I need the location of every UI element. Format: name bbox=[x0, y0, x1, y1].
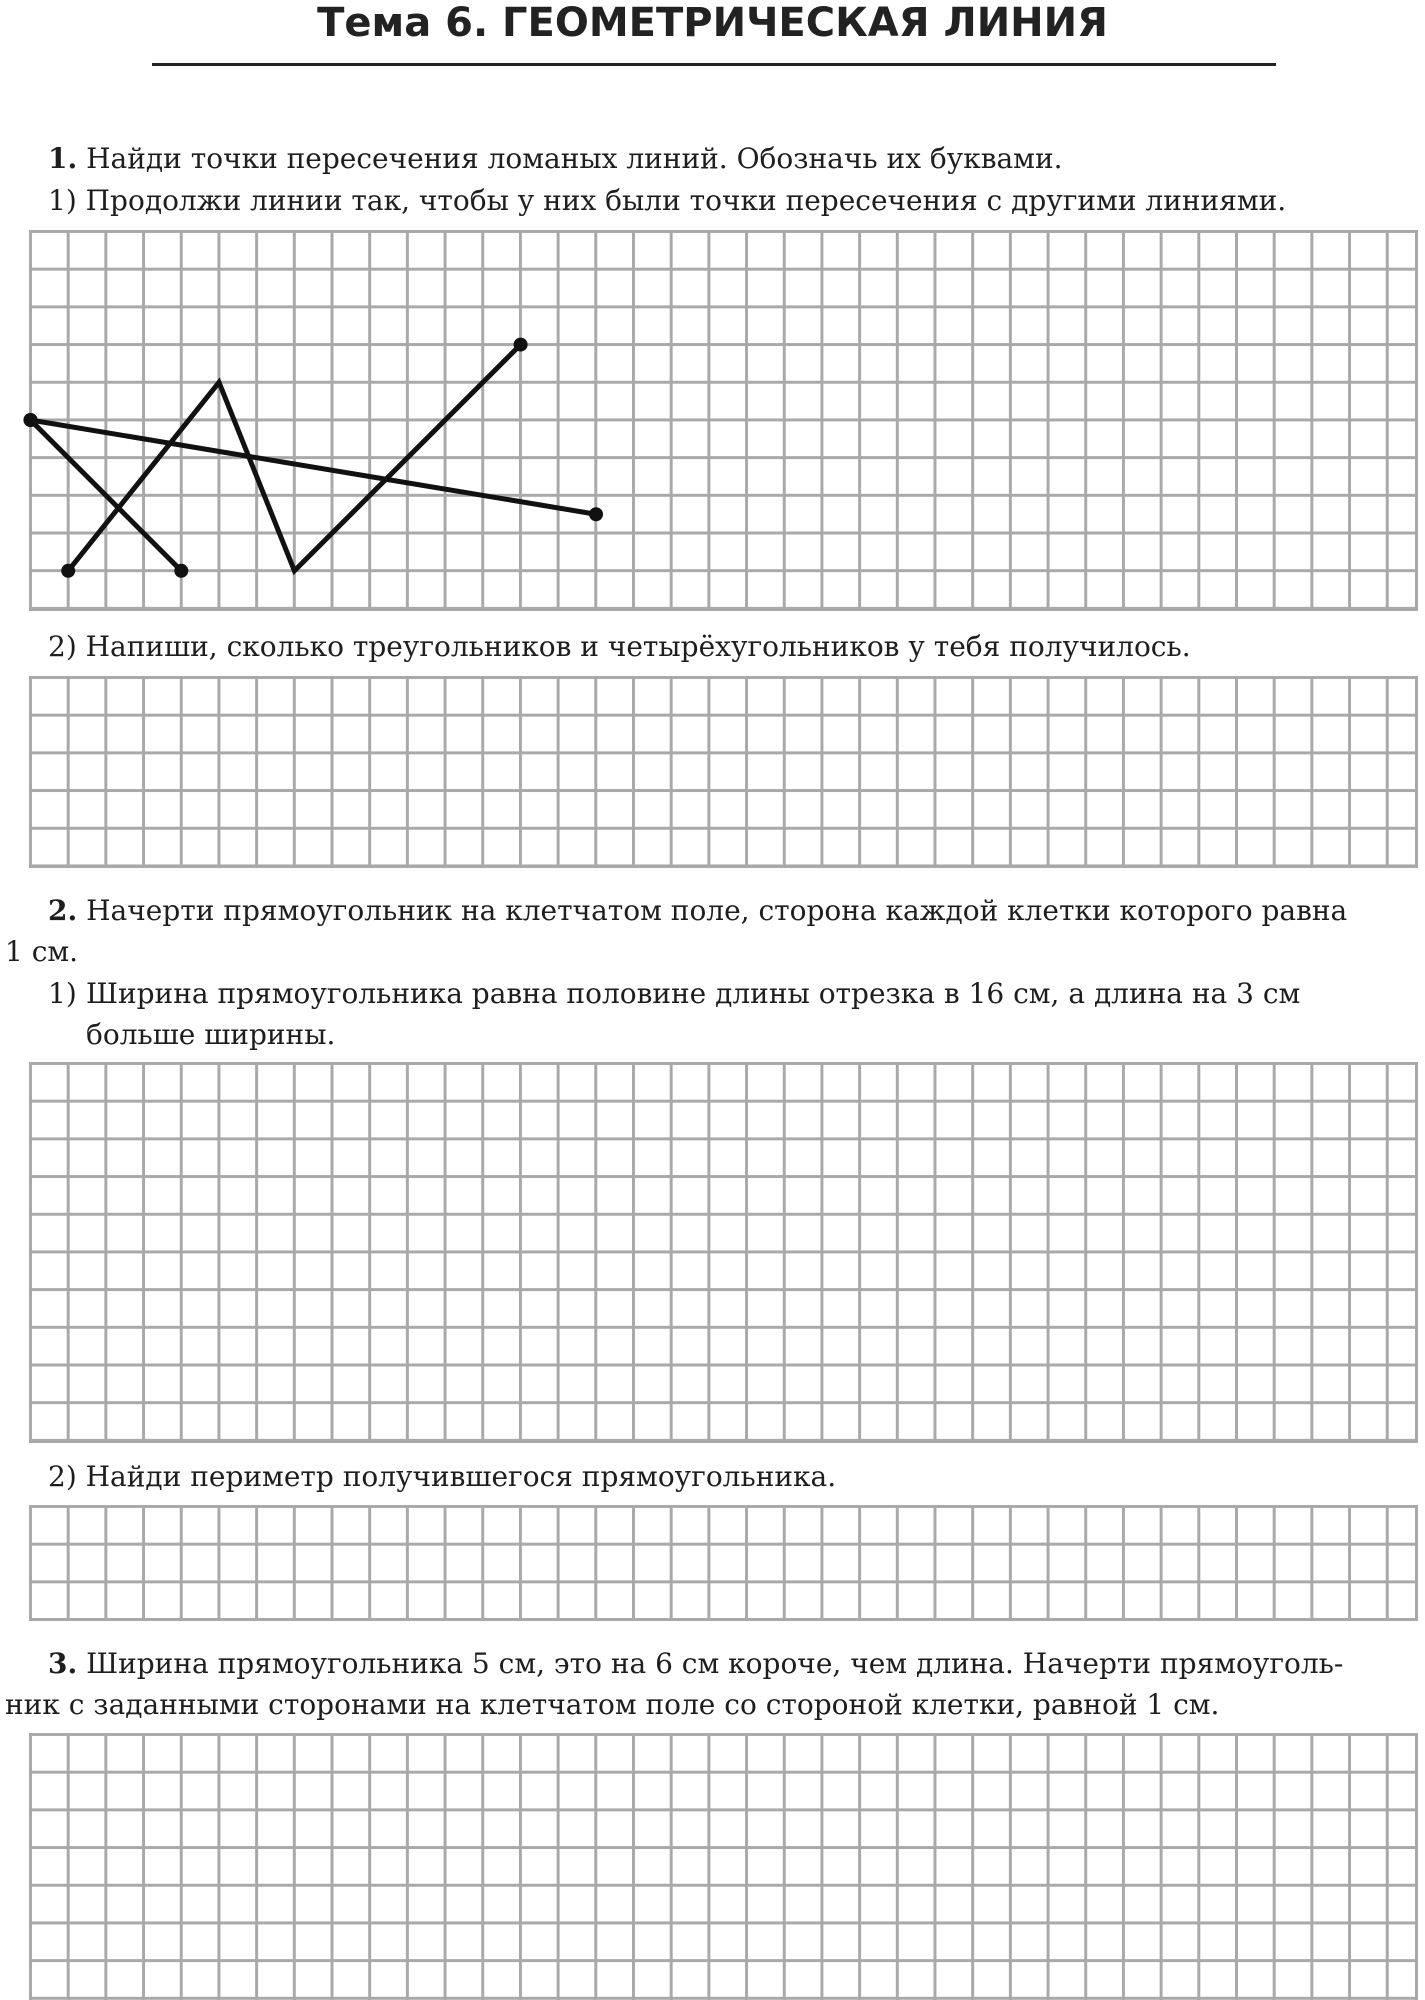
task1-number: 1. bbox=[48, 142, 78, 175]
polyline-2 bbox=[68, 345, 520, 571]
polyline-figure bbox=[29, 230, 1418, 611]
segment-3 bbox=[31, 420, 597, 514]
task2-part1-line1: Ширина прямоугольника равна половине длины отрезка в 16 см, а длина на 3 см bbox=[86, 977, 1301, 1010]
task3-heading bbox=[48, 1645, 1343, 1683]
task2-heading bbox=[48, 892, 1347, 930]
task1-heading bbox=[48, 140, 1063, 178]
task1-text: Найди точки пересечения ломаных линий. Обозначь их буквами. bbox=[86, 142, 1063, 175]
grid-task2-part2[interactable] bbox=[29, 1505, 1418, 1621]
task2-part1-line2: больше ширины. bbox=[86, 1018, 336, 1051]
polyline-2-endpoint bbox=[61, 564, 75, 578]
task3-number: 3. bbox=[48, 1647, 78, 1680]
polyline-2-endpoint bbox=[514, 338, 528, 352]
grid-task1-part1[interactable] bbox=[29, 230, 1418, 611]
segment-3-endpoint bbox=[589, 507, 603, 521]
grid-task3[interactable] bbox=[29, 1733, 1418, 2000]
task2-text-line2: 1 см. bbox=[5, 935, 79, 968]
grid-task1-part2[interactable] bbox=[29, 676, 1418, 868]
task3-text-line2: ник с заданными сторонами на клетчатом поле со стороной клетки, равной 1 см. bbox=[5, 1688, 1220, 1721]
task2-part1-number: 1) bbox=[48, 977, 77, 1010]
polyline-1-endpoint bbox=[174, 564, 188, 578]
task1-part1: 1) Продолжи линии так, чтобы у них были точки пересечения с другими линиями. bbox=[48, 184, 1287, 217]
task2-part2: 2) Найди периметр получившегося прямоугольника. bbox=[48, 1460, 837, 1493]
grid-task2-part1[interactable] bbox=[29, 1062, 1418, 1443]
task3-text-line1: Ширина прямоугольника 5 см, это на 6 см короче, чем длина. Начерти прямоуголь- bbox=[86, 1647, 1344, 1680]
task2-text-line1: Начерти прямоугольник на клетчатом поле, сторона каждой клетки которого равна bbox=[86, 894, 1348, 927]
title-underline bbox=[152, 63, 1276, 66]
segment-3-endpoint bbox=[24, 413, 38, 427]
task1-part2: 2) Напиши, сколько треугольников и четырёхугольников у тебя получилось. bbox=[48, 630, 1191, 663]
page-title: Тема 6. ГЕОМЕТРИЧЕСКАЯ ЛИНИЯ bbox=[317, 0, 1108, 46]
task2-number: 2. bbox=[48, 894, 78, 927]
